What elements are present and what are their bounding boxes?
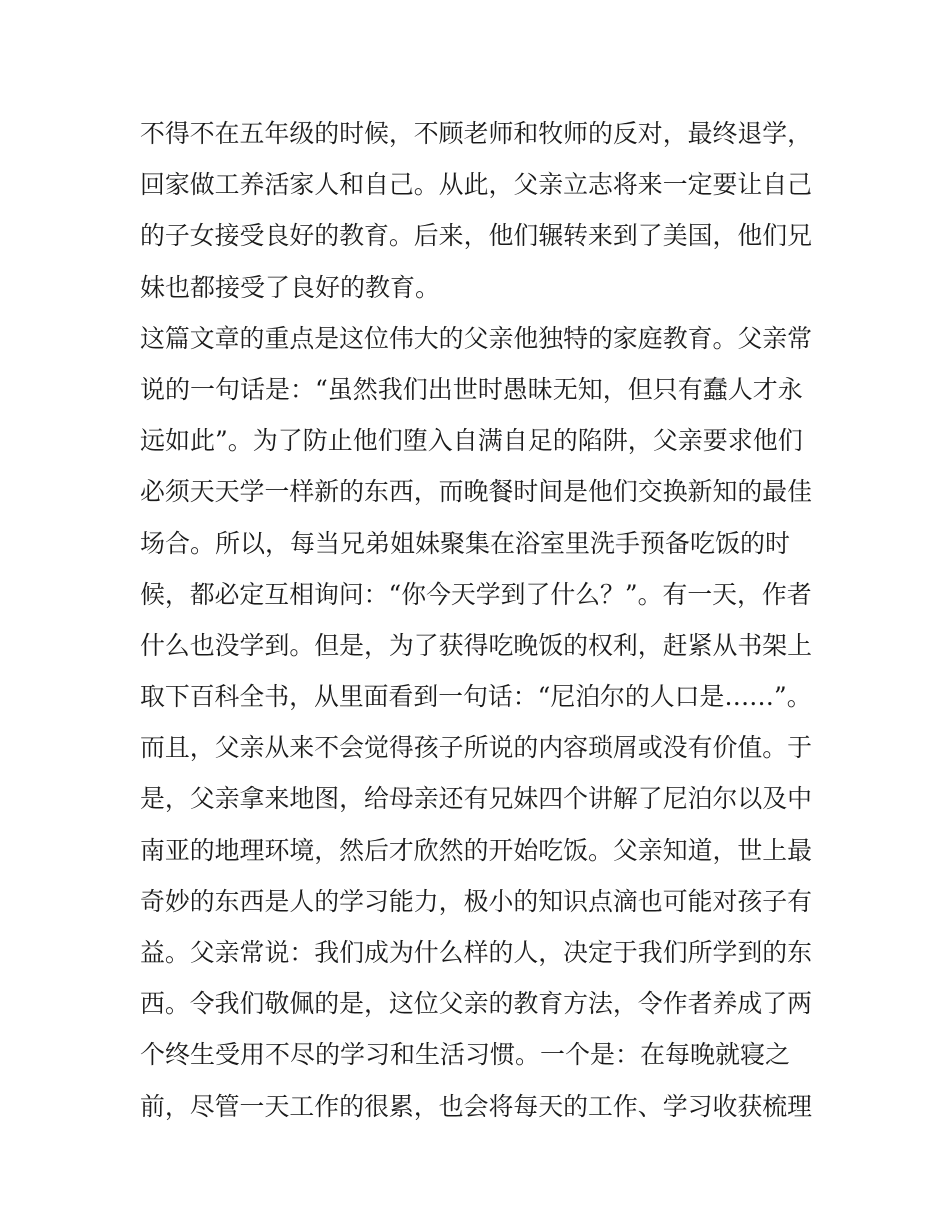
text-line-3: 的子女接受良好的教育。后来，他们辗转来到了美国，他们兄 [140,221,813,251]
text-line-16: 奇妙的东西是人的学习能力，极小的知识点滴也可能对孩子有 [140,886,813,916]
text-line-2: 回家做工养活家人和自己。从此，父亲立志将来一定要让自己 [140,170,813,200]
text-line-18: 西。令我们敬佩的是，这位父亲的教育方法，令作者养成了两 [140,989,813,1019]
text-line-7: 远如此”。为了防止他们堕入自满自足的陷阱，父亲要求他们 [140,426,803,456]
text-line-11: 什么也没学到。但是，为了获得吃晚饭的权利，赶紧从书架上 [140,630,813,660]
text-line-14: 是，父亲拿来地图，给母亲还有兄妹四个讲解了尼泊尔以及中 [140,784,813,814]
text-line-4: 妹也都接受了良好的教育。 [140,272,441,302]
text-line-13: 而且，父亲从来不会觉得孩子所说的内容琐屑或没有价值。于 [140,733,813,763]
text-line-15: 南亚的地理环境，然后才欣然的开始吃饭。父亲知道，世上最 [140,835,813,865]
text-line-10: 候，都必定互相询问：“你今天学到了什么？”。有一天，作者 [140,579,812,609]
text-line-6: 说的一句话是：“虽然我们出世时愚昧无知，但只有蠢人才永 [140,374,803,404]
text-line-8: 必须天天学一样新的东西，而晚餐时间是他们交换新知的最佳 [140,477,813,507]
text-line-19: 个终生受用不尽的学习和生活习惯。一个是：在每晚就寝之 [140,1040,791,1070]
body-text [140,108,820,1132]
text-line-5: 这篇文章的重点是这位伟大的父亲他独特的家庭教育。父亲常 [140,323,813,353]
text-line-20: 前，尽管一天工作的很累，也会将每天的工作、学习收获梳理 [140,1091,813,1121]
text-line-1: 不得不在五年级的时候，不顾老师和牧师的反对，最终退学， [140,119,813,148]
text-line-17: 益。父亲常说：我们成为什么样的人，决定于我们所学到的东 [140,938,813,967]
text-line-9: 场合。所以，每当兄弟姐妹聚集在浴室里洗手预备吃饭的时 [140,528,791,558]
text-line-12: 取下百科全书，从里面看到一句话：“尼泊尔的人口是……”。 [140,682,812,712]
